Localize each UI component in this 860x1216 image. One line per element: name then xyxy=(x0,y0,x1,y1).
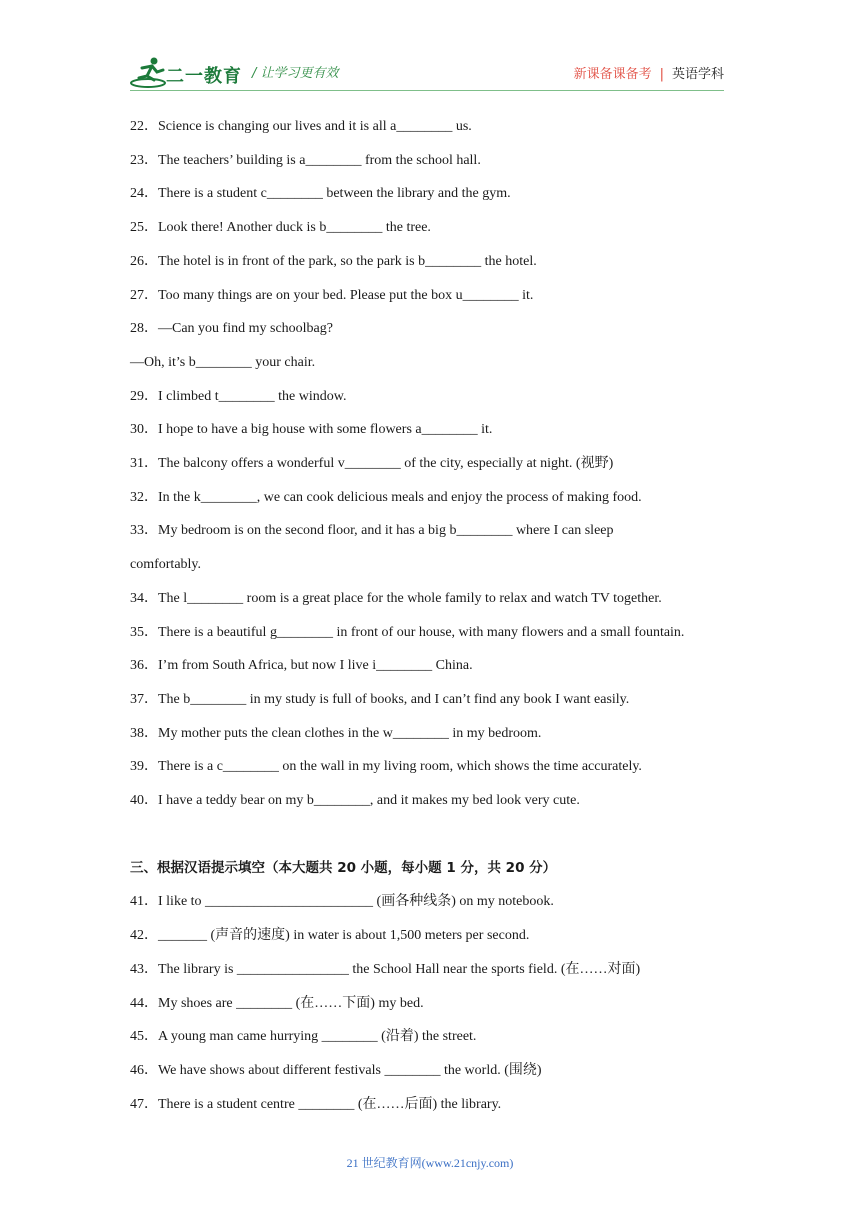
header-right xyxy=(574,63,724,82)
question-line: 25．Look there! Another duck is b________ the tree. xyxy=(130,220,431,236)
question-line: 30．I hope to have a big house with some flowers a________ it. xyxy=(130,422,493,438)
question-line: 29．I climbed t________ the window. xyxy=(130,388,347,404)
question-line: 40．I have a teddy bear on my b________, and it makes my bed look very cute. xyxy=(130,793,580,809)
section-title: 三、根据汉语提示填空（本大题共 20 小题，每小题 1 分，共 20 分） xyxy=(130,859,557,876)
question-line: 27．Too many things are on your bed. Please put the box u________ it. xyxy=(130,287,534,303)
question-line: 23．The teachers’ building is a________ from the school hall. xyxy=(130,152,481,168)
question-line: 37．The b________ in my study is full of books, and I can’t find any book I want easily. xyxy=(130,691,630,707)
question-line: —Oh, it’s b________ your chair. xyxy=(130,354,316,370)
question-line: 43．The library is ________________ the School Hall near the sports field. (在……对面) xyxy=(130,961,641,977)
question-line: 42．_______ (声音的速度) in water is about 1,500 meters per second. xyxy=(130,928,530,944)
question-line: 31．The balcony offers a wonderful v________ of the city, especially at night. (视野) xyxy=(130,456,614,472)
header-separator: | xyxy=(659,67,664,82)
header-divider xyxy=(130,90,724,91)
page-footer: 21 世纪教育网(www.21cnjy.com) xyxy=(346,1156,514,1170)
runner-logo-icon xyxy=(130,56,170,90)
question-line: comfortably. xyxy=(130,557,202,573)
page-header xyxy=(130,56,724,94)
question-line: 38．My mother puts the clean clothes in the w________ in my bedroom. xyxy=(130,725,542,741)
logo-text: 二一教育 xyxy=(166,66,242,87)
question-line: 33．My bedroom is on the second floor, and it has a big b________ where I can sleep xyxy=(130,523,614,539)
question-line: 28．—Can you find my schoolbag? xyxy=(130,321,333,337)
header-subject: 英语学科 xyxy=(671,67,724,82)
logo xyxy=(130,56,250,92)
question-line: 47．There is a student centre ________ (在……后面) the library. xyxy=(130,1096,502,1112)
question-line: 35．There is a beautiful g________ in front of our house, with many flowers and a small fountain. xyxy=(130,624,685,640)
exercise-content xyxy=(130,110,735,1121)
question-line: 24．There is a student c________ between the library and the gym. xyxy=(130,186,511,202)
question-line: 22．Science is changing our lives and it is all a________ us. xyxy=(130,119,472,134)
question-line: 44．My shoes are ________ (在……下面) my bed. xyxy=(130,995,424,1011)
question-line: 39．There is a c________ on the wall in my living room, which shows the time accurately. xyxy=(130,759,642,775)
header-tagline: 新课备课备考 xyxy=(573,67,652,82)
question-line: 26．The hotel is in front of the park, so the park is b________ the hotel. xyxy=(130,253,537,269)
slogan: / 让学习更有效 xyxy=(252,66,339,81)
question-line: 34．The l________ room is a great place for the whole family to relax and watch TV together. xyxy=(130,590,662,606)
question-line: 46．We have shows about different festivals ________ the world. (围绕) xyxy=(130,1062,542,1078)
question-line: 41．I like to ________________________ (画各种线条) on my notebook. xyxy=(130,894,554,910)
question-line: 36．I’m from South Africa, but now I live i________ China. xyxy=(130,658,473,674)
question-line: 32．In the k________, we can cook delicious meals and enjoy the process of making food. xyxy=(130,489,642,505)
question-line: 45．A young man came hurrying ________ (沿着) the street. xyxy=(130,1029,477,1045)
